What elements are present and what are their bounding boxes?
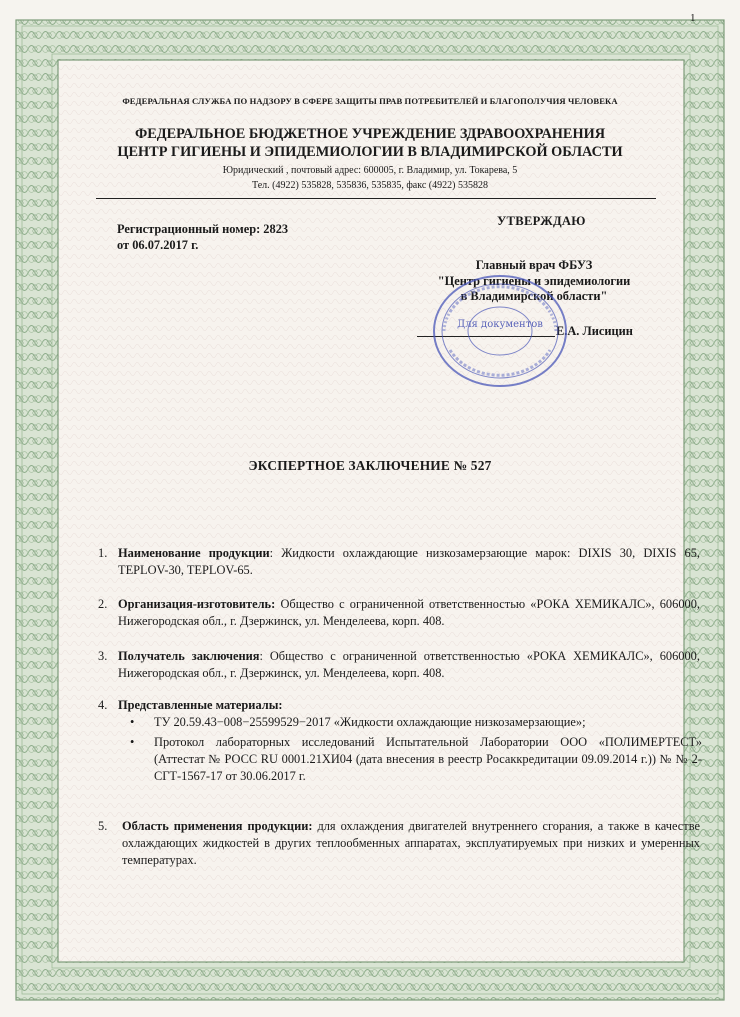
list-item xyxy=(130,734,702,785)
approver-position: Главный врач ФБУЗ xyxy=(475,258,593,272)
section-label: Организация-изготовитель: xyxy=(118,597,276,611)
section-number: 4. xyxy=(98,698,108,712)
bullet-icon: • xyxy=(130,715,135,729)
approver-organization-line2: в Владимирской области" xyxy=(460,289,608,303)
section-text: : Жидкости охлаждающие низкозамерзающие марок: DIXIS 30, DIXIS 65, TEPLOV-30, TEPLOV-65. xyxy=(118,546,700,577)
section-materials xyxy=(98,697,700,714)
section-number: 5. xyxy=(98,819,108,833)
material-text: ТУ 20.59.43−008−25599529−2017 «Жидкости охлаждающие низкозамерзающие»; xyxy=(154,715,586,729)
section-label: Наименование продукции xyxy=(118,546,270,560)
section-recipient xyxy=(98,648,700,682)
section-number: 1. xyxy=(98,546,108,560)
section-number: 2. xyxy=(98,597,108,611)
section-application-area xyxy=(96,818,700,869)
stamp-text: Для документов xyxy=(457,319,543,330)
agency-name: ФЕДЕРАЛЬНАЯ СЛУЖБА ПО НАДЗОРУ В СФЕРЕ ЗАЩИТЫ ПРАВ ПОТРЕБИТЕЛЕЙ И БЛАГОПОЛУЧИЯ ЧЕЛОВЕКА xyxy=(122,96,618,106)
section-label: Область применения продукции: xyxy=(122,819,313,833)
header-divider xyxy=(96,198,656,199)
section-text: для охлаждения двигателей внутреннего сгорания, а также в качестве охлаждающих жидкостей в других теплообменных аппаратах, эксплуатируемых при низких и умеренных температурах. xyxy=(122,819,700,867)
document-title: ЭКСПЕРТНОЕ ЗАКЛЮЧЕНИЕ № 527 xyxy=(248,458,492,473)
section-label: Представленные материалы: xyxy=(118,698,283,712)
organization-title-line1: ФЕДЕРАЛЬНОЕ БЮДЖЕТНОЕ УЧРЕЖДЕНИЕ ЗДРАВООХРАНЕНИЯ xyxy=(134,126,606,142)
registration-number: Регистрационный номер: 2823 xyxy=(117,222,289,236)
approval-title: УТВЕРЖДАЮ xyxy=(497,214,586,228)
signer-name: Е.А. Лисицин xyxy=(556,324,633,338)
organization-title-line2: ЦЕНТР ГИГИЕНЫ И ЭПИДЕМИОЛОГИИ В ВЛАДИМИРСКОЙ ОБЛАСТИ xyxy=(117,144,623,160)
material-text: Протокол лабораторных исследований Испытательной Лаборатории ООО «ПОЛИМЕРТЕСТ» (Аттестат № РОСС RU 0001.21ХИ04 (дата внесения в реестр Росаккредитации 09.09.2014 г.)) № № 2-СГТ-1567-17 от 30.06.2017 г. xyxy=(154,735,702,783)
section-text: Общество с ограниченной ответственностью «РОКА ХЕМИКАЛС», 606000, Нижегородская обл., г. Дзержинск, ул. Менделеева, корп. 408. xyxy=(118,597,700,628)
approver-organization-line1: "Центр гигиены и эпидемиологии xyxy=(437,274,631,288)
contact-phones: Тел. (4922) 535828, 535836, 535835, факс (4922) 535828 xyxy=(252,180,488,191)
page-number: 1 xyxy=(690,12,696,24)
section-manufacturer xyxy=(98,596,700,630)
list-item xyxy=(130,714,702,731)
section-product-name xyxy=(98,545,700,579)
section-number: 3. xyxy=(98,649,108,663)
registration-date: от 06.07.2017 г. xyxy=(117,238,199,252)
section-label: Получатель заключения xyxy=(118,649,260,663)
section-text: : Общество с ограниченной ответственностью «РОКА ХЕМИКАЛС», 606000, Нижегородская обл., г. Дзержинск, ул. Менделеева, корп. 408. xyxy=(118,649,700,680)
legal-address: Юридический , почтовый адрес: 600005, г. Владимир, ул. Токарева, 5 xyxy=(222,165,518,176)
bullet-icon: • xyxy=(130,735,135,749)
official-stamp xyxy=(430,272,570,390)
